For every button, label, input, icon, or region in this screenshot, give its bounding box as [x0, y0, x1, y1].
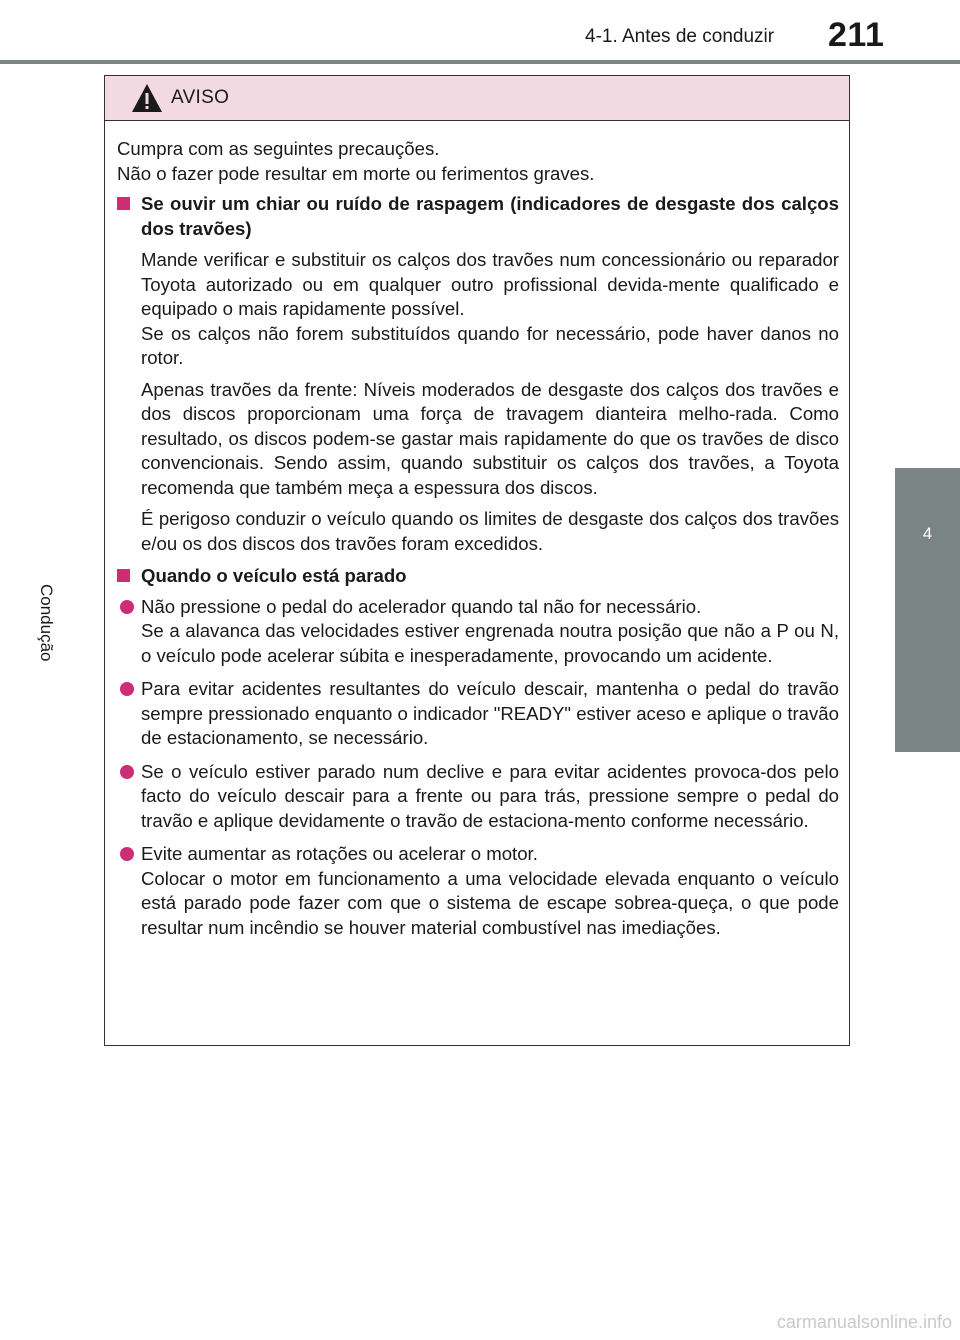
bullet-item: Se o veículo estiver parado num declive e para evitar acidentes provoca-dos pelo facto do veículo descair para a frente ou para trás, pressione sempre o pedal do travão e aplique devidamente o travão de estaciona-mento conforme necessário. [117, 760, 839, 834]
header-rule [0, 60, 960, 64]
round-bullet-icon [120, 682, 134, 696]
section-title: 4-1. Antes de conduzir [585, 26, 775, 47]
chapter-label: Condução [37, 584, 56, 662]
bullet-item: Não pressione o pedal do acelerador quando tal não for necessário. Se a alavanca das velocidades estiver engrenada noutra posição que não a P ou N, o veículo pode acelerar súbita e inesperadamente, provocando um acidente. [117, 595, 839, 669]
intro-line: Cumpra com as seguintes precauções. [117, 138, 440, 159]
warning-box [104, 75, 850, 1046]
chapter-tab [895, 468, 960, 752]
watermark: carmanualsonline.info [776, 1312, 952, 1332]
chapter-number: 4 [922, 524, 933, 543]
warning-header [105, 76, 849, 121]
section-heading: Quando o veículo está parado [117, 564, 839, 589]
square-bullet-icon [117, 197, 130, 210]
round-bullet-icon [120, 765, 134, 779]
section-vehicle-stopped [117, 564, 839, 940]
page-number: 211 [828, 16, 885, 54]
round-bullet-icon [120, 847, 134, 861]
warning-triangle-icon [131, 83, 163, 113]
bullet-item: Evite aumentar as rotações ou acelerar o motor. Colocar o motor em funcionamento a uma velocidade elevada enquanto o veículo está parado pode fazer com que o sistema de escape sobrea-queça, o que pode resultar num incêndio se houver material combustível nas imediações. [117, 842, 839, 940]
paragraph: É perigoso conduzir o veículo quando os limites de desgaste dos calços dos travões e/ou os dos discos dos travões foram excedidos. [141, 508, 839, 554]
warning-body [105, 121, 849, 940]
intro-line: Não o fazer pode resultar em morte ou ferimentos graves. [117, 162, 595, 184]
paragraph: Mande verificar e substituir os calços dos travões num concessionário ou reparador Toyota autorizado ou em qualquer outro profissional devida-mente qualificado e equipado o mais rapidamente possível. Se os calços não forem substituídos quando for necessário, pode haver danos no rotor. [141, 249, 839, 368]
section-brake-pads [117, 192, 839, 556]
round-bullet-icon [120, 600, 134, 614]
warning-intro [117, 137, 839, 186]
square-bullet-icon [117, 569, 130, 582]
warning-title: AVISO [171, 87, 230, 108]
section-heading: Se ouvir um chiar ou ruído de raspagem (indicadores de desgaste dos calços dos travões) [117, 192, 839, 241]
paragraph: Apenas travões da frente: Níveis moderados de desgaste dos calços dos travões e dos discos proporcionam uma força de travagem dianteira melho-rada. Como resultado, os discos podem-se gastar mais rapidamente do que os travões de disco convencionais. Sendo assim, quando substituir os calços dos travões, a Toyota recomenda que também meça a espessura dos discos. [141, 378, 839, 498]
bullet-item: Para evitar acidentes resultantes do veículo descair, mantenha o pedal do travão sempre pressionado enquanto o indicador "READY" estiver aceso e aplique o travão de estacionamento, se necessário. [117, 677, 839, 751]
